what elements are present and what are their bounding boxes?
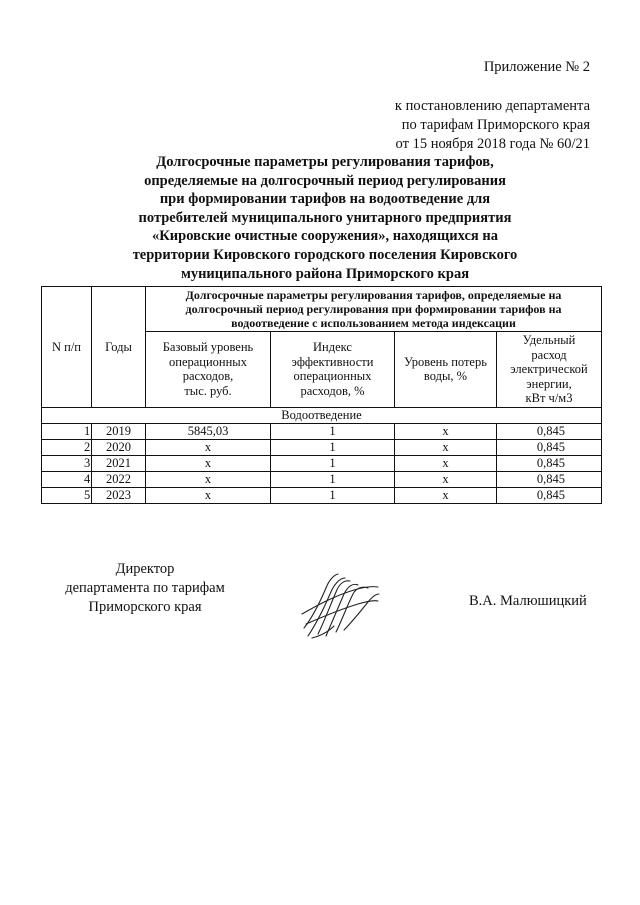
cell-number: 4 [42,471,92,487]
cell-energy: 0,845 [497,423,602,439]
cell-water-loss: x [395,487,497,503]
signatory-position [60,560,230,617]
appendix-line-1: к постановлению департамента [394,98,590,114]
cell-year: 2022 [92,471,146,487]
cell-year: 2023 [92,487,146,503]
cell-water-loss: x [395,423,497,439]
cell-water-loss: x [395,455,497,471]
section-label: Водоотведение [42,407,602,423]
cell-efficiency-index: 1 [271,487,395,503]
column-header-year: Годы [92,287,146,408]
table-header-row [42,287,602,332]
title-line: муниципального района Приморского края [180,265,470,282]
parameters-table [41,286,602,504]
column-header-efficiency-index: Индекс эффективности операционных расходов, % [271,332,395,408]
cell-efficiency-index: 1 [271,439,395,455]
table-section-row [42,407,602,423]
cell-year: 2021 [92,455,146,471]
table-row [42,423,602,439]
cell-base-level: 5845,03 [146,423,271,439]
column-header-water-loss: Уровень потерь воды, % [395,332,497,408]
title-line: при формировании тарифов на водоотведение для [159,191,491,208]
cell-base-level: x [146,471,271,487]
cell-number: 3 [42,455,92,471]
position-line: Приморского края [88,599,202,615]
table-row [42,487,602,503]
column-header-base-level: Базовый уровень операционных расходов, тыс. руб. [146,332,271,408]
position-line: департамента по тарифам [65,580,225,596]
cell-number: 1 [42,423,92,439]
title-line: территории Кировского городского поселения Кировского [132,246,518,263]
column-header-number: N п/п [42,287,92,408]
position-line: Директор [115,561,175,577]
title-line: «Кировские очистные сооружения», находящихся на [152,228,498,245]
column-group-header: Долгосрочные параметры регулирования тарифов, определяемые на долгосрочный период регулирования при формировании тарифов на водоотведение с использованием метода индексации [146,287,602,332]
title-line: определяемые на долгосрочный период регулирования [144,172,506,189]
cell-number: 2 [42,439,92,455]
cell-energy: 0,845 [497,455,602,471]
cell-efficiency-index: 1 [271,455,395,471]
appendix-line-3: от 15 ноября 2018 года № 60/21 [395,136,590,152]
table-row [42,455,602,471]
cell-water-loss: x [395,471,497,487]
table-row [42,439,602,455]
cell-year: 2019 [92,423,146,439]
cell-energy: 0,845 [497,471,602,487]
table-row [42,471,602,487]
cell-base-level: x [146,455,271,471]
cell-year: 2020 [92,439,146,455]
cell-efficiency-index: 1 [271,423,395,439]
signatory-name: В.А. Малюшицкий [469,593,587,609]
handwritten-signature [298,566,382,646]
appendix-title: Приложение № 2 [483,59,590,75]
column-header-energy-consumption: Удельный расход электрической энергии, кВт ч/м3 [497,332,602,408]
cell-base-level: x [146,439,271,455]
cell-water-loss: x [395,439,497,455]
cell-efficiency-index: 1 [271,471,395,487]
appendix-line-2: по тарифам Приморского края [401,117,590,133]
appendix-header [380,58,590,154]
cell-number: 5 [42,487,92,503]
cell-base-level: x [146,487,271,503]
cell-energy: 0,845 [497,487,602,503]
cell-energy: 0,845 [497,439,602,455]
title-line: потребителей муниципального унитарного предприятия [138,209,512,226]
title-line: Долгосрочные параметры регулирования тарифов, [156,154,494,170]
document-title [100,153,550,283]
